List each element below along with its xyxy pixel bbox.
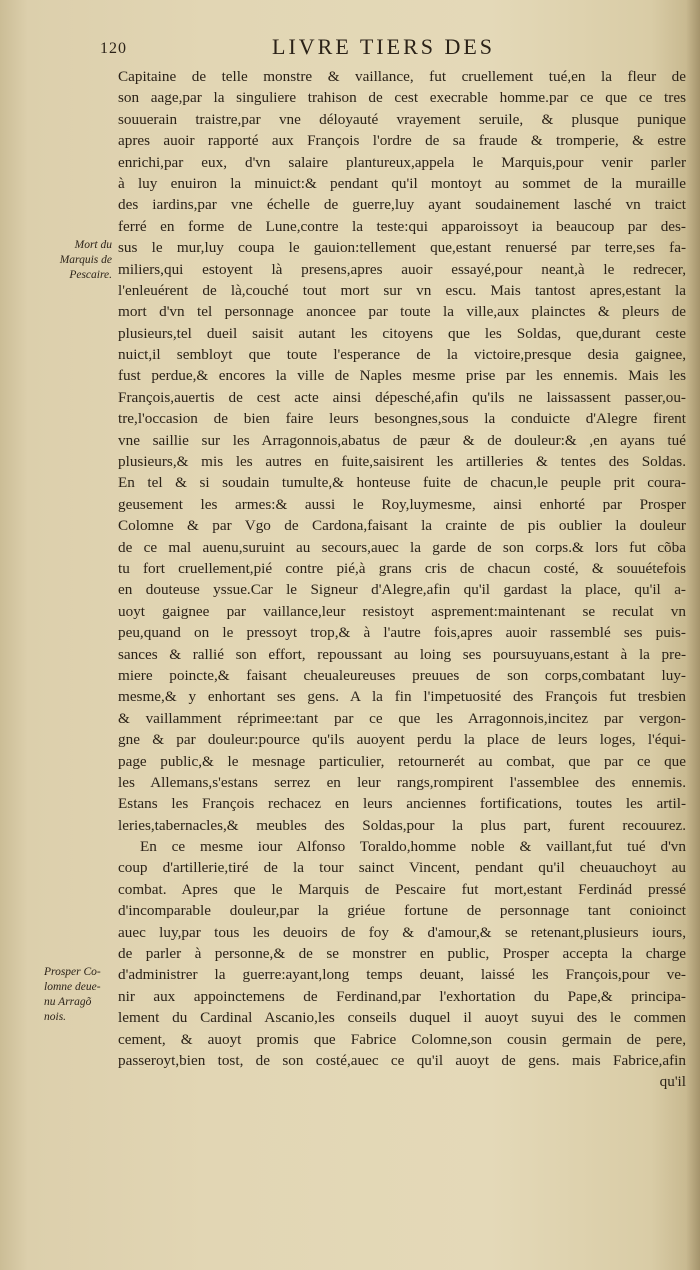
text-line: Colomne & par Vgo de Cardona,faisant la crainte de pis oublier la douleur <box>118 517 686 535</box>
body-text <box>118 66 686 1093</box>
text-line: geusement les armes:& aussi le Roy,luymesme, ainsi enhorté par Prosper <box>118 495 686 513</box>
text-line: de ce mal auenu,suruint au secours,auec la garde de son corps.& lors fut cõba <box>118 538 686 556</box>
text-line: peu,quand on le pressoyt trop,& à l'autre fois,apres auoir rassemblé ses puis- <box>118 624 686 642</box>
text-line: En ce mesme iour Alfonso Toraldo,homme noble & vaillant,fut tué d'vn <box>140 838 686 856</box>
text-line: d'administrer la guerre:ayant,long temps deuant, laissé les François,pour ve- <box>118 966 686 984</box>
side-note-line: Prosper Co- <box>44 966 101 978</box>
text-line: fust perdue,& encores la ville de Naples mesme prise par les ennemis. Mais les <box>118 367 686 385</box>
side-note-line: Pescaire. <box>69 269 112 281</box>
text-line: des iardins,par vne échelle de guerre,luy ayant soudainement lasché vn traict <box>118 196 686 214</box>
text-line: cement, & auoyt promis que Fabrice Colomne,son cousin germain de pere, <box>118 1030 686 1048</box>
text-line: ferré en forme de Lune,contre la teste:qui apparoissoyt ia beaucoup par des- <box>118 217 686 235</box>
text-line: en douteuse yssue.Car le Signeur d'Alegre,afin qu'il gardast la place, qu'il a- <box>118 581 686 599</box>
text-line: nuict,il sembloyt que toute l'esperance de la victoire,presque desia gaignee, <box>118 346 686 364</box>
text-line: d'incomparable douleur,par la griéue fortune de personnage tant conioinct <box>118 902 686 920</box>
text-line: apres auoir rapporté aux François l'ordre de sa fraude & tromperie, & estre <box>118 132 686 150</box>
side-note-line: lomne deue- <box>44 981 101 993</box>
text-line: & vaillamment réprimee:tant par ce que les Arragonnois,incitez par vergon- <box>118 709 686 727</box>
text-line: plusieurs,& mis les autres en fuite,saisirent les artilleries & tentes des Soldas. <box>118 453 686 471</box>
side-note-line: Mort du <box>74 239 112 251</box>
side-note-line: nois. <box>44 1011 67 1023</box>
text-line: Capitaine de telle monstre & vaillance, fut cruellement tué,en la fleur de <box>118 68 686 85</box>
side-note-mort-du-marquis <box>46 238 112 283</box>
text-line: vne saillie sur les Arragonnois,abatus de pæur & de douleur:& ,en ayans tué <box>118 431 686 449</box>
text-line: son aage,par la singuliere trahison de cest execrable homme.par ce que ce tres <box>118 89 686 107</box>
text-line: les Allemans,s'estans serrez en leur rangs,rompirent l'assemblee des ennemis. <box>118 773 686 791</box>
text-line: enrichi,par eux, d'vn salaire plantureux,appela le Marquis,pour venir parler <box>118 153 686 171</box>
text-line: nir aux appoinctemens de Ferdinand,par l'exhortation du Pape,& principa- <box>118 987 686 1005</box>
text-line: passeroyt,bien tost, de son costé,auec ce qu'il auoyt de gens. mais Fabrice,afin <box>118 1051 686 1069</box>
text-line: qu'il <box>659 1073 686 1091</box>
text-line: Estans les François rechacez en leurs anciennes fortifications, toutes les artil- <box>118 795 686 813</box>
text-line: l'enleuérent de là,couché tout mort sur vn escu. Mais tantost apres,estant la <box>118 281 686 299</box>
text-line: souuerain traistre,par vne déloyauté vrayement seruile, & plusque punique <box>118 110 686 128</box>
text-line: lement du Cardinal Ascanio,les conseils duquel il auoyt suyui des le commen <box>118 1009 686 1027</box>
text-line: En tel & si soudain tumulte,& honteuse fuite de chacun,le peuple prit coura- <box>118 474 686 492</box>
running-head: LIVRE TIERS DES <box>272 34 496 59</box>
text-line: mesme,& y enhortant ses gens. A la fin l'impetuosité des François fut tresbien <box>118 688 686 706</box>
text-line: François,auertis de cest acte ainsi dépesché,afin qu'ils ne laissassent passer,ou- <box>118 388 686 406</box>
text-line: à luy enuiron la minuict:& pendant qu'il montoyt au sommet de la muraille <box>118 174 686 192</box>
text-line: sances & rallié son effort, repoussant au loing ses poursuyuans,estant à la pre- <box>118 645 686 663</box>
side-note-line: nu Arragõ <box>44 996 92 1008</box>
page-edge-shadow <box>686 0 700 1270</box>
side-note-line: Marquis de <box>59 254 112 266</box>
text-line: gne & par douleur:pource qu'ils auoyent perdu la place de leurs loges, l'équi- <box>118 731 686 749</box>
text-line: miliers,qui estoyent là presens,apres auoir essayé,pour neant,à le redrecer, <box>118 260 686 278</box>
text-line: leries,tabernacles,& meubles des Soldas,pour la plus part, furent recouurez. <box>118 816 686 834</box>
text-line: miere poincte,& faisant cheualeureuses preuues de son corps,combatant luy- <box>118 666 686 684</box>
text-line: plusieurs,tel dueil saisit autant les citoyens que les Soldas, que,durant ceste <box>118 324 686 342</box>
text-line: coup d'artillerie,tiré de la tour sainct Vincent, pendant qu'il cheuauchoyt au <box>118 859 686 877</box>
text-line: mort d'vn tel personnage anoncee par toute la ville,aux plainctes & pleurs de <box>118 303 686 321</box>
text-line: tre,l'occasion de bien faire leurs besongnes,sous la conduicte d'Alegre firent <box>118 410 686 428</box>
side-note-prosper-colomne <box>44 965 110 1025</box>
text-line: combat. Apres que le Marquis de Pescaire fut mort,estant Ferdinád pressé <box>118 880 686 898</box>
text-line: de parler à personne,& de se monstrer en public, Prosper accepta la charge <box>118 945 686 963</box>
text-line: auec luy,par tous les deuoirs de foy & d'amour,& se retenant,plusieurs iours, <box>118 923 686 941</box>
page-number: 120 <box>100 40 127 57</box>
text-line: sus le mur,luy coupa le gauion:tellement que,estant renuersé par terre,ses fa- <box>118 239 686 257</box>
text-line: tu fort cruellement,pié contre pié,à grans cris de chacun costé, & souuétefois <box>118 559 686 577</box>
text-line: uoyt gaignee par vaillance,leur resistoyt asprement:maintenant se reculat vn <box>118 602 686 620</box>
text-line: page public,& le mesnage particulier, retournerét au combat, que par ce que <box>118 752 686 770</box>
